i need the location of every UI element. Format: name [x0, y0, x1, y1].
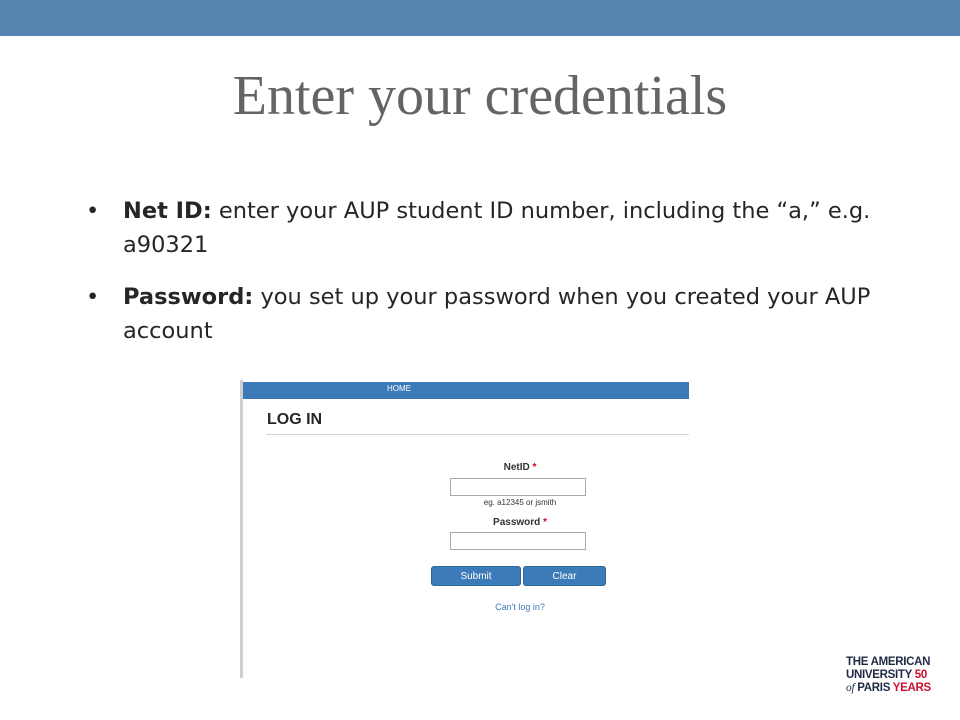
bullet-dot: •	[86, 198, 100, 224]
logo-paris: PARIS	[857, 682, 891, 694]
bullet-list	[86, 194, 886, 366]
bullet-term: Net ID:	[123, 198, 212, 224]
clear-button[interactable]: Clear	[523, 566, 606, 586]
heading-divider	[266, 434, 689, 435]
logo-university: UNIVERSITY	[846, 669, 912, 681]
login-heading: LOG IN	[267, 411, 323, 428]
netid-input[interactable]	[450, 478, 586, 496]
password-label	[420, 517, 620, 528]
university-logo	[846, 656, 931, 695]
nav-home-link[interactable]: HOME	[387, 384, 411, 393]
password-label-text: Password	[493, 517, 541, 528]
logo-of: of	[846, 682, 855, 694]
slide-title: Enter your credentials	[232, 65, 728, 127]
netid-label	[420, 462, 620, 473]
bullet-password	[86, 280, 886, 348]
bullet-text: you set up your password when you created your AUP account	[123, 284, 871, 344]
submit-button[interactable]: Submit	[431, 566, 521, 586]
logo-american: AMERICAN	[870, 656, 931, 668]
required-mark: *	[543, 517, 547, 528]
logo-the: THE	[846, 656, 869, 668]
bullet-netid	[86, 194, 886, 262]
nav-bar	[243, 382, 689, 399]
top-accent-bar	[0, 0, 960, 36]
logo-50: 50	[914, 669, 927, 681]
bullet-text: enter your AUP student ID number, including the “a,” e.g. a90321	[123, 198, 871, 258]
password-input[interactable]	[450, 532, 586, 550]
bullet-term: Password:	[123, 284, 254, 310]
required-mark: *	[532, 462, 537, 473]
login-screenshot	[240, 380, 689, 678]
logo-years: YEARS	[892, 682, 931, 694]
netid-hint: eg. a12345 or jsmith	[483, 498, 557, 507]
screenshot-edge	[240, 380, 243, 678]
bullet-dot: •	[86, 284, 100, 310]
cant-log-in-link[interactable]: Can't log in?	[495, 602, 545, 612]
netid-label-text: NetID	[503, 462, 530, 473]
